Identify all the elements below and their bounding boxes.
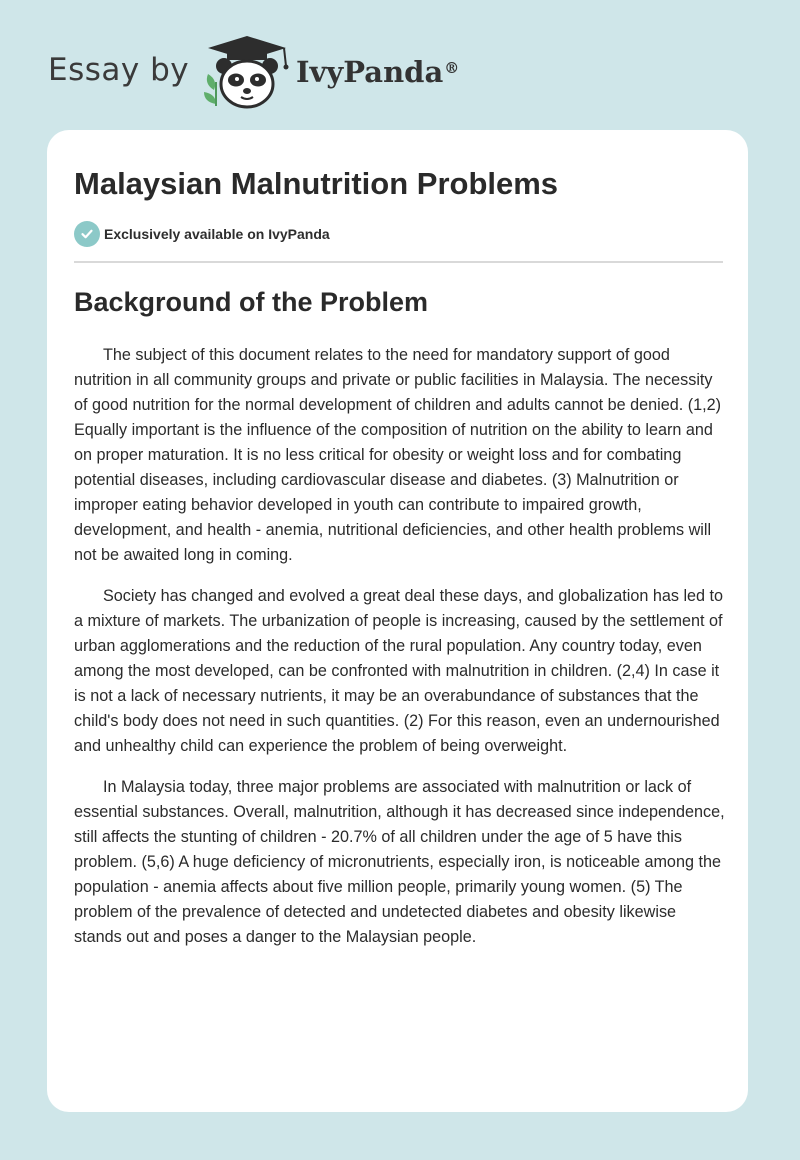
- exclusive-badge-text: Exclusively available on IvyPanda: [104, 226, 330, 242]
- registered-mark: ®: [444, 59, 460, 77]
- essay-body: [74, 343, 726, 966]
- essay-card: [47, 130, 748, 1112]
- paragraph: Society has changed and evolved a great deal these days, and globalization has led to a mixture of markets. The urbanization of people is increasing, caused by the settlement of urban agglomerations and the reduction of the rural population. Any country today, even among the most developed, can be confronted with malnutrition in children. (2,4) In case it is not a lack of necessary nutrients, it may be an overabundance of substances that the child's body does not need in such quantities. (2) For this reason, even an undernourished and unhealthy child can experience the problem of being overweight.: [74, 587, 724, 755]
- exclusive-badge: [74, 221, 330, 247]
- paragraph: In Malaysia today, three major problems are associated with malnutrition or lack of essential substances. Overall, malnutrition, although it has decreased since independence, still affects the stunting of children - 20.7% of all children under the age of 5 have this problem. (5,6) A huge deficiency of micronutrients, especially iron, is noticeable among the population - anemia affects about five million people, primarily young women. (5) The problem of the prevalence of detected and undetected diabetes and obesity likewise stands out and poses a danger to the Malaysian people.: [74, 778, 725, 946]
- site-header: [0, 0, 800, 128]
- panda-graduate-icon[interactable]: [200, 34, 294, 110]
- check-circle-icon: [74, 221, 100, 247]
- divider: [74, 261, 723, 263]
- essay-by-label: Essay by: [48, 52, 190, 88]
- section-heading: Background of the Problem: [74, 287, 429, 317]
- brand-name[interactable]: [296, 54, 459, 90]
- paragraph: The subject of this document relates to the need for mandatory support of good nutrition in all community groups and private or public facilities in Malaysia. The necessity of good nutrition for the normal development of children and adults cannot be denied. (1,2) Equally important is the influence of the composition of nutrition on the ability to learn and on proper maturation. It is no less critical for obesity or weight loss and for combating potential diseases, including cardiovascular disease and diabetes. (3) Malnutrition or improper eating behavior developed in youth can contribute to impaired growth, development, and health - anemia, nutritional deficiencies, and other health problems will not be awaited long in coming.: [74, 346, 722, 564]
- brand-text: IvyPanda: [296, 55, 444, 89]
- page-title: Malaysian Malnutrition Problems: [74, 166, 559, 201]
